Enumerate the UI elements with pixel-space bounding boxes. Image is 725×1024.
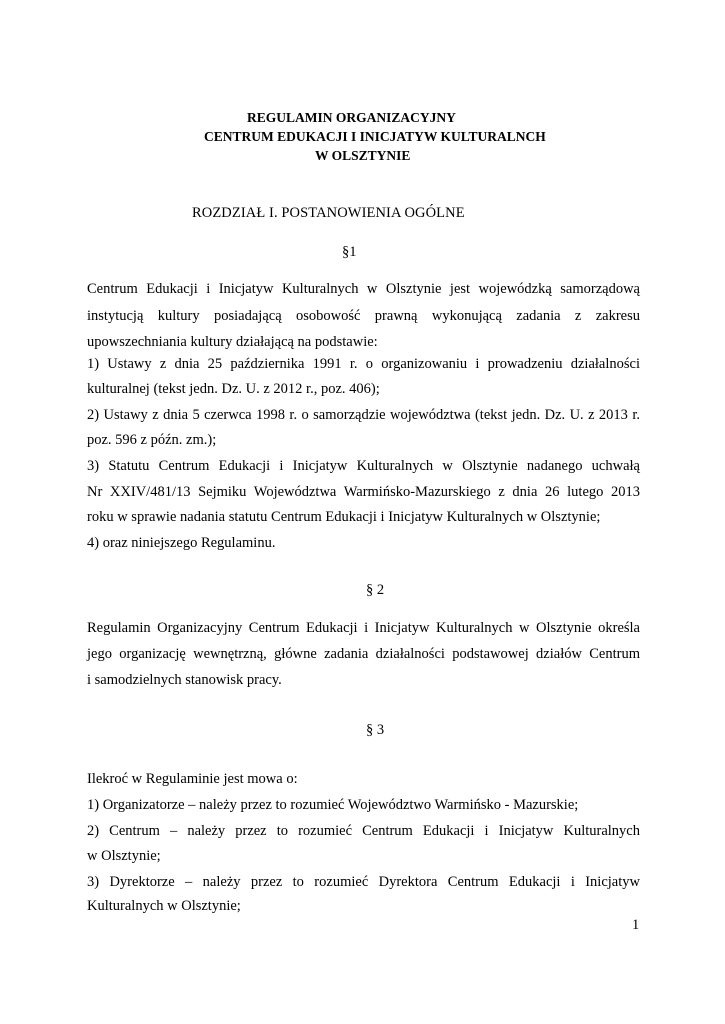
section-3-line: 2) Centrum – należy przez to rozumieć Centrum Edukacji i Inicjatyw Kulturalnych [87, 823, 640, 839]
section-1-line: 1) Ustawy z dnia 25 października 1991 r. o organizowaniu i prowadzeniu działalności [87, 356, 640, 372]
document-title-line-3: W OLSZTYNIE [315, 148, 411, 163]
section-3-line: Kulturalnych w Olsztynie; [87, 898, 241, 914]
section-1-line: roku w sprawie nadania statutu Centrum Edukacji i Inicjatyw Kulturalnych w Olsztynie; [87, 509, 601, 525]
page-number: 1 [632, 917, 640, 933]
chapter-heading: ROZDZIAŁ I. POSTANOWIENIA OGÓLNE [192, 205, 465, 221]
section-1-line: Nr XXIV/481/13 Sejmiku Województwa Warmińsko-Mazurskiego z dnia 26 lutego 2013 [87, 484, 640, 500]
section-3-line: Ilekroć w Regulaminie jest mowa o: [87, 771, 298, 787]
section-3-line: w Olsztynie; [87, 848, 161, 864]
document-title-line-1: REGULAMIN ORGANIZACYJNY [247, 110, 456, 125]
section-3-line: 3) Dyrektorze – należy przez to rozumieć Dyrektora Centrum Edukacji i Inicjatyw [87, 874, 640, 890]
section-1-line: 3) Statutu Centrum Edukacji i Inicjatyw Kulturalnych w Olsztynie nadanego uchwałą [87, 458, 640, 474]
section-2-line: i samodzielnych stanowisk pracy. [87, 672, 282, 688]
section-1-line: 4) oraz niniejszego Regulaminu. [87, 535, 276, 551]
section-1-line: kulturalnej (tekst jedn. Dz. U. z 2012 r., poz. 406); [87, 381, 380, 397]
section-1-line: poz. 596 z późn. zm.); [87, 432, 217, 448]
section-2-line: Regulamin Organizacyjny Centrum Edukacji i Inicjatyw Kulturalnych w Olsztynie określa [87, 620, 640, 636]
section-2-sign: § 2 [366, 582, 385, 598]
section-1-line: Centrum Edukacji i Inicjatyw Kulturalnych w Olsztynie jest wojewódzką samorządową [87, 281, 640, 297]
section-3-sign: § 3 [366, 722, 385, 738]
section-1-sign: §1 [342, 244, 357, 260]
document-title-line-2: CENTRUM EDUKACJI I INICJATYW KULTURALNCH [204, 129, 546, 144]
section-1-line: 2) Ustawy z dnia 5 czerwca 1998 r. o samorządzie województwa (tekst jedn. Dz. U. z 2013 r. [87, 407, 640, 423]
section-3-line: 1) Organizatorze – należy przez to rozumieć Województwo Warmińsko - Mazurskie; [87, 797, 579, 813]
section-2-line: jego organizację wewnętrzną, główne zadania działalności podstawowej działów Centrum [87, 646, 640, 662]
section-1-line: instytucją kultury posiadającą osobowość prawną wykonującą zadania z zakresu [87, 308, 640, 324]
section-1-line: upowszechniania kultury działającą na podstawie: [87, 334, 378, 350]
